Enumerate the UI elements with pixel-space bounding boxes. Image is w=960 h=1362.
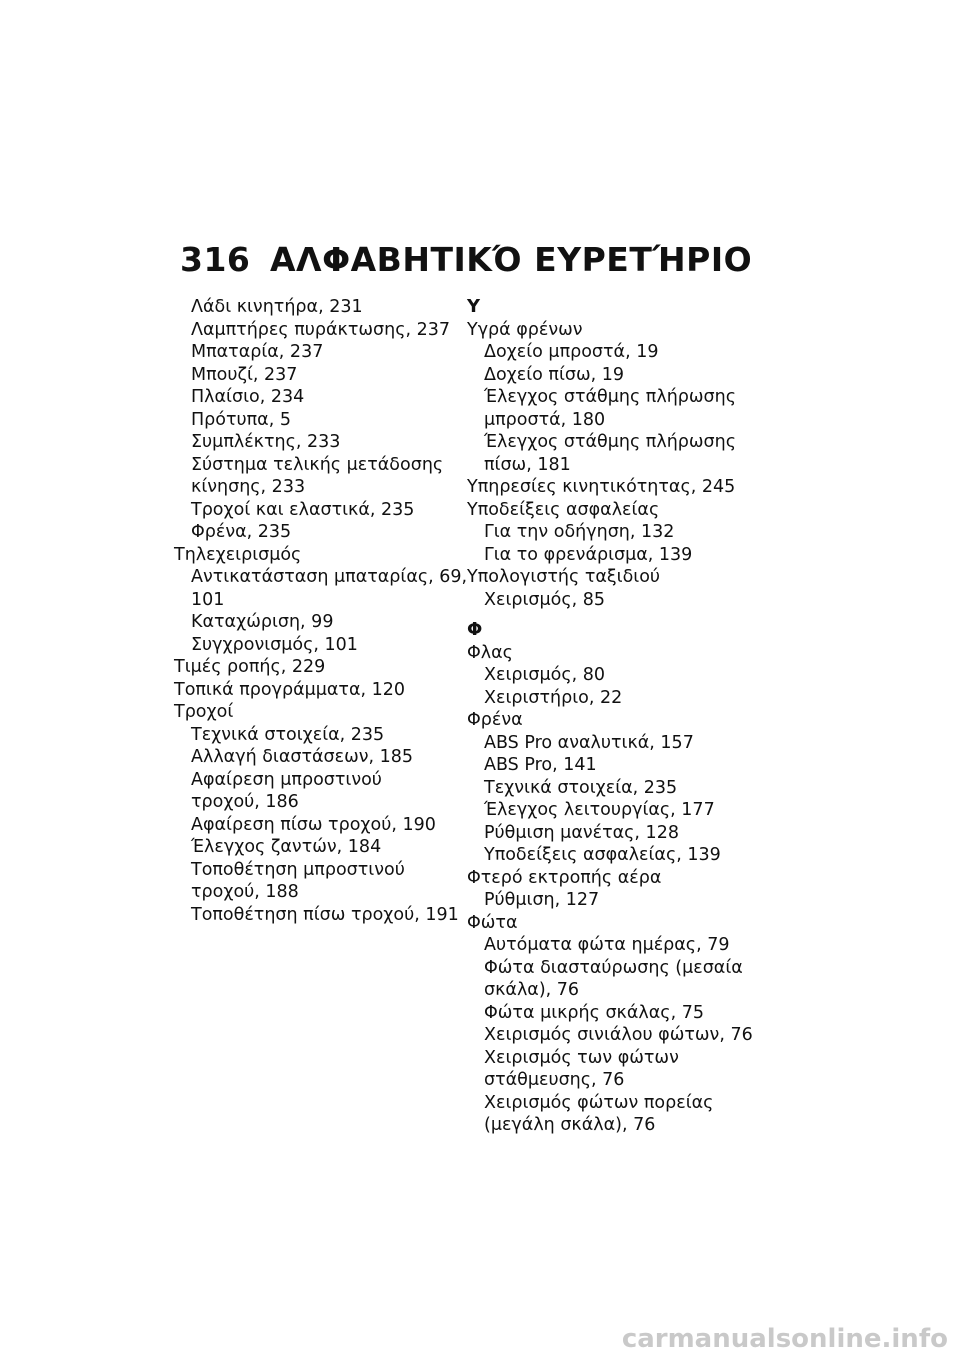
index-subentry: Αντικατάσταση μπαταρίας, 69,: [191, 567, 468, 587]
index-subentry: Αφαίρεση πίσω τροχού, 190: [191, 814, 436, 835]
index-subentry: Φώτα μικρής σκάλας, 75: [484, 1002, 704, 1023]
index-entry: Φώτα: [467, 912, 518, 933]
index-subentry: Δοχείο μπροστά, 19: [484, 342, 659, 362]
index-entry: Φρένα: [467, 710, 523, 730]
index-subentry: πίσω, 181: [484, 454, 571, 475]
index-entry: Τηλεχειρισμός: [174, 544, 302, 565]
page-title: ΑΛΦΑΒΗΤΙΚΌ ΕΥΡΕΤΉΡΙΟ: [270, 240, 753, 279]
index-entry: Φτερό εκτροπής αέρα: [467, 867, 662, 888]
index-subentry: Τροχοί και ελαστικά, 235: [191, 499, 415, 520]
index-subentry: Φρένα, 235: [191, 522, 292, 542]
watermark: carmanualsonline.info: [621, 1324, 948, 1354]
index-subentry: Τοποθέτηση πίσω τροχού, 191: [191, 904, 459, 925]
index-subentry: Συγχρονισμός, 101: [191, 634, 358, 655]
section-gap: [467, 611, 737, 619]
page-number: 316: [180, 240, 251, 279]
index-subentry: Χειρισμός, 85: [484, 589, 605, 610]
index-subentry: Τοποθέτηση μπροστινού: [191, 859, 405, 880]
index-subentry: Αλλαγή διαστάσεων, 185: [191, 747, 414, 767]
index-entry: Τοπικά προγράμματα, 120: [174, 679, 406, 700]
index-subentry: Υποδείξεις ασφαλείας, 139: [484, 845, 721, 865]
index-subentry: κίνησης, 233: [191, 477, 306, 497]
index-entry: Υπηρεσίες κινητικότητας, 245: [467, 477, 736, 497]
index-subentry: σκάλα), 76: [484, 980, 580, 1000]
index-entry: Τροχοί: [174, 702, 234, 722]
index-subentry: Έλεγχος λειτουργίας, 177: [484, 800, 715, 820]
index-column-right: [467, 296, 753, 1137]
index-subentry: Για το φρενάρισμα, 139: [484, 544, 693, 565]
index-entry: Υπολογιστής ταξιδιού: [467, 567, 661, 587]
index-subentry: Σύστημα τελικής μετάδοσης: [191, 454, 444, 475]
index-subentry: Μπουζί, 237: [191, 364, 298, 385]
index-subentry: Δοχείο πίσω, 19: [484, 364, 625, 385]
page-header: [180, 240, 752, 279]
index-entry: Υποδείξεις ασφαλείας: [467, 499, 660, 520]
index-subentry: τροχού, 188: [191, 882, 299, 902]
index-subentry: Συμπλέκτης, 233: [191, 432, 341, 452]
index-subentry: Μπαταρία, 237: [191, 342, 324, 362]
index-subentry: μπροστά, 180: [484, 409, 606, 430]
index-subentry: Έλεγχος στάθμης πλήρωσης: [484, 432, 737, 452]
index-subentry: Αφαίρεση μπροστινού: [191, 769, 382, 790]
index-subentry: Τεχνικά στοιχεία, 235: [484, 777, 678, 798]
index-subentry: Ρύθμιση μανέτας, 128: [484, 822, 679, 843]
index-subentry: Χειριστήριο, 22: [484, 687, 623, 708]
index-subentry: Ρύθμιση, 127: [484, 890, 600, 910]
index-subentry: Έλεγχος στάθμης πλήρωσης: [484, 387, 737, 407]
index-subentry: Πρότυπα, 5: [191, 409, 291, 430]
index-subentry: Πλαίσιο, 234: [191, 387, 305, 407]
index-subentry: Λαμπτήρες πυράκτωσης, 237: [191, 319, 450, 340]
index-subentry: Χειρισμός σινιάλου φώτων, 76: [484, 1025, 753, 1045]
index-subentry: στάθμευσης, 76: [484, 1070, 625, 1090]
index-subentry: ABS Pro, 141: [484, 755, 597, 775]
index-subentry: Λάδι κινητήρα, 231: [191, 297, 363, 317]
index-subentry: Καταχώριση, 99: [191, 612, 334, 632]
index-subentry: Χειρισμός των φώτων: [484, 1047, 679, 1068]
index-subentry: τροχού, 186: [191, 792, 299, 812]
index-subentry: ABS Pro αναλυτικά, 157: [484, 732, 694, 753]
index-column-left: [174, 296, 468, 926]
section-letter: Υ: [467, 296, 481, 317]
index-entry: Υγρά φρένων: [467, 319, 583, 340]
index-subentry: Αυτόματα φώτα ημέρας, 79: [484, 935, 730, 955]
section-letter: Φ: [467, 619, 483, 640]
index-entry: Φλας: [467, 642, 513, 663]
index-subentry: Χειρισμός φώτων πορείας: [484, 1092, 714, 1113]
index-subentry: (μεγάλη σκάλα), 76: [484, 1115, 656, 1135]
index-subentry: Χειρισμός, 80: [484, 665, 605, 685]
index-entry: Τιμές ροπής, 229: [174, 657, 326, 677]
index-subentry: Έλεγχος ζαντών, 184: [191, 837, 382, 857]
index-subentry: 101: [191, 589, 225, 610]
index-subentry: Φώτα διασταύρωσης (μεσαία: [484, 957, 743, 978]
index-subentry: Τεχνικά στοιχεία, 235: [191, 724, 385, 745]
index-subentry: Για την οδήγηση, 132: [484, 522, 675, 542]
